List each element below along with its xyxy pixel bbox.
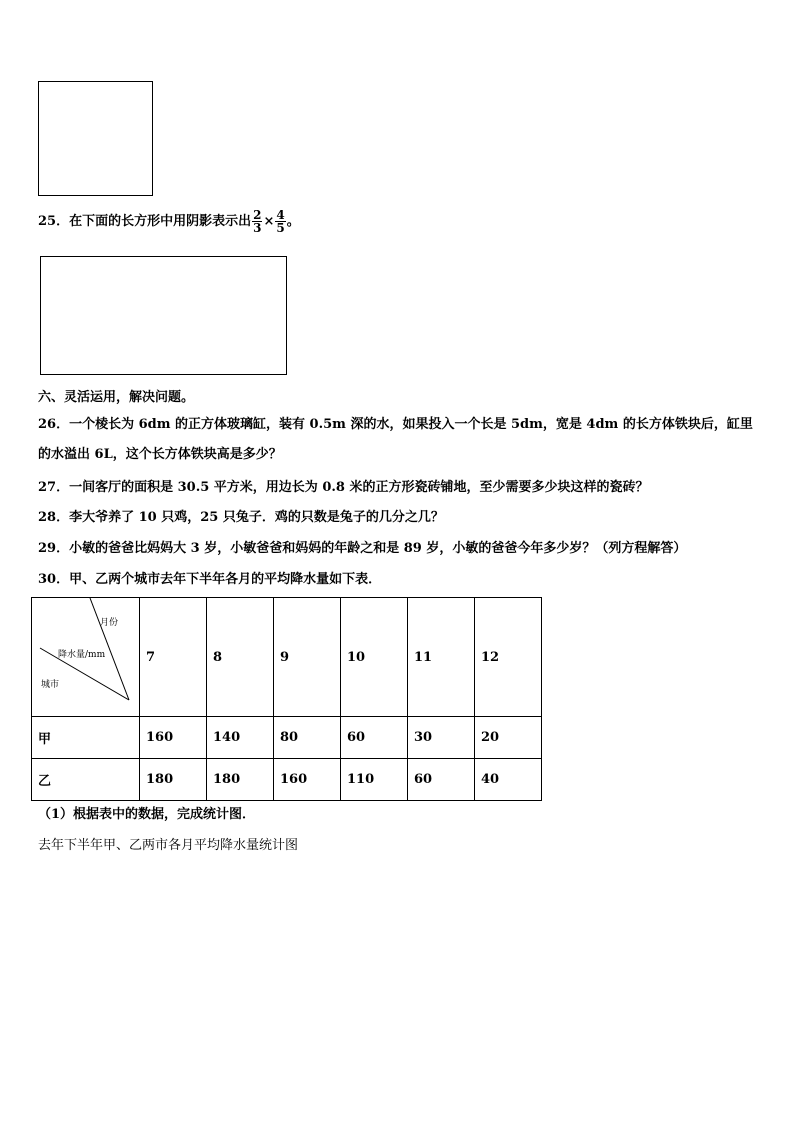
value-cell: 30 — [408, 717, 475, 759]
question-30: 30．甲、乙两个城市去年下半年各月的平均降水量如下表． — [38, 572, 382, 587]
question-26-line-1: 26．一个棱长为 6dm 的正方体玻璃缸，装有 0.5m 深的水，如果投入一个长是 5dm，宽是 4dm 的长方体铁块后，缸里 — [38, 417, 753, 432]
month-cell: 12 — [475, 598, 542, 717]
value-cell: 160 — [274, 759, 341, 801]
fraction-numerator: 2 — [253, 208, 262, 222]
value-cell: 60 — [341, 717, 408, 759]
value-cell: 60 — [408, 759, 475, 801]
question-25 — [38, 209, 300, 234]
value-cell: 80 — [274, 717, 341, 759]
value-cell: 110 — [341, 759, 408, 801]
rectangle-figure[interactable] — [40, 256, 287, 375]
times-sign: × — [263, 214, 275, 229]
table-header-row — [32, 598, 542, 717]
chart-title: 去年下半年甲、乙两市各月平均降水量统计图 — [38, 838, 299, 853]
value-cell: 140 — [207, 717, 274, 759]
fraction-denominator: 3 — [253, 221, 262, 235]
value-cell: 160 — [140, 717, 207, 759]
month-cell: 11 — [408, 598, 475, 717]
month-cell: 9 — [274, 598, 341, 717]
rainfall-table — [31, 597, 542, 801]
section-6-heading: 六、灵活运用，解决问题。 — [38, 390, 195, 405]
table-row — [32, 759, 542, 801]
city-cell: 甲 — [32, 717, 140, 759]
month-cell: 8 — [207, 598, 274, 717]
header-month-label: 月份 — [100, 618, 119, 628]
value-cell: 180 — [140, 759, 207, 801]
city-cell: 乙 — [32, 759, 140, 801]
value-cell: 40 — [475, 759, 542, 801]
header-rainfall-label: 降水量/mm — [58, 650, 106, 660]
question-25-text: 在下面的长方形中用阴影表示出 — [69, 214, 252, 229]
fraction-numerator: 4 — [276, 208, 285, 222]
table-row — [32, 717, 542, 759]
fraction-two-thirds — [252, 209, 262, 234]
fraction-denominator: 5 — [276, 221, 285, 235]
question-25-end: 。 — [286, 214, 300, 229]
question-28: 28．李大爷养了 10 只鸡，25 只兔子．鸡的只数是兔子的几分之几？ — [38, 510, 444, 525]
month-cell: 7 — [140, 598, 207, 717]
fraction-four-fifths — [275, 209, 285, 234]
question-27: 27．一间客厅的面积是 30.5 平方米，用边长为 0.8 米的正方形瓷砖铺地，至少需要多少块这样的瓷砖？ — [38, 480, 649, 495]
value-cell: 180 — [207, 759, 274, 801]
month-cell: 10 — [341, 598, 408, 717]
question-25-number: 25． — [38, 214, 70, 229]
question-30-sub-1: （1）根据表中的数据，完成统计图． — [38, 807, 256, 822]
question-26-line-2: 的水溢出 6L，这个长方体铁块高是多少？ — [38, 447, 282, 462]
value-cell: 20 — [475, 717, 542, 759]
header-city-label: 城市 — [41, 680, 60, 690]
question-29: 29．小敏的爸爸比妈妈大 3 岁，小敏爸爸和妈妈的年龄之和是 89 岁，小敏的爸爸今年多少岁？（列方程解答） — [38, 541, 687, 556]
square-figure — [38, 81, 153, 196]
diagonal-header-cell — [32, 598, 140, 717]
